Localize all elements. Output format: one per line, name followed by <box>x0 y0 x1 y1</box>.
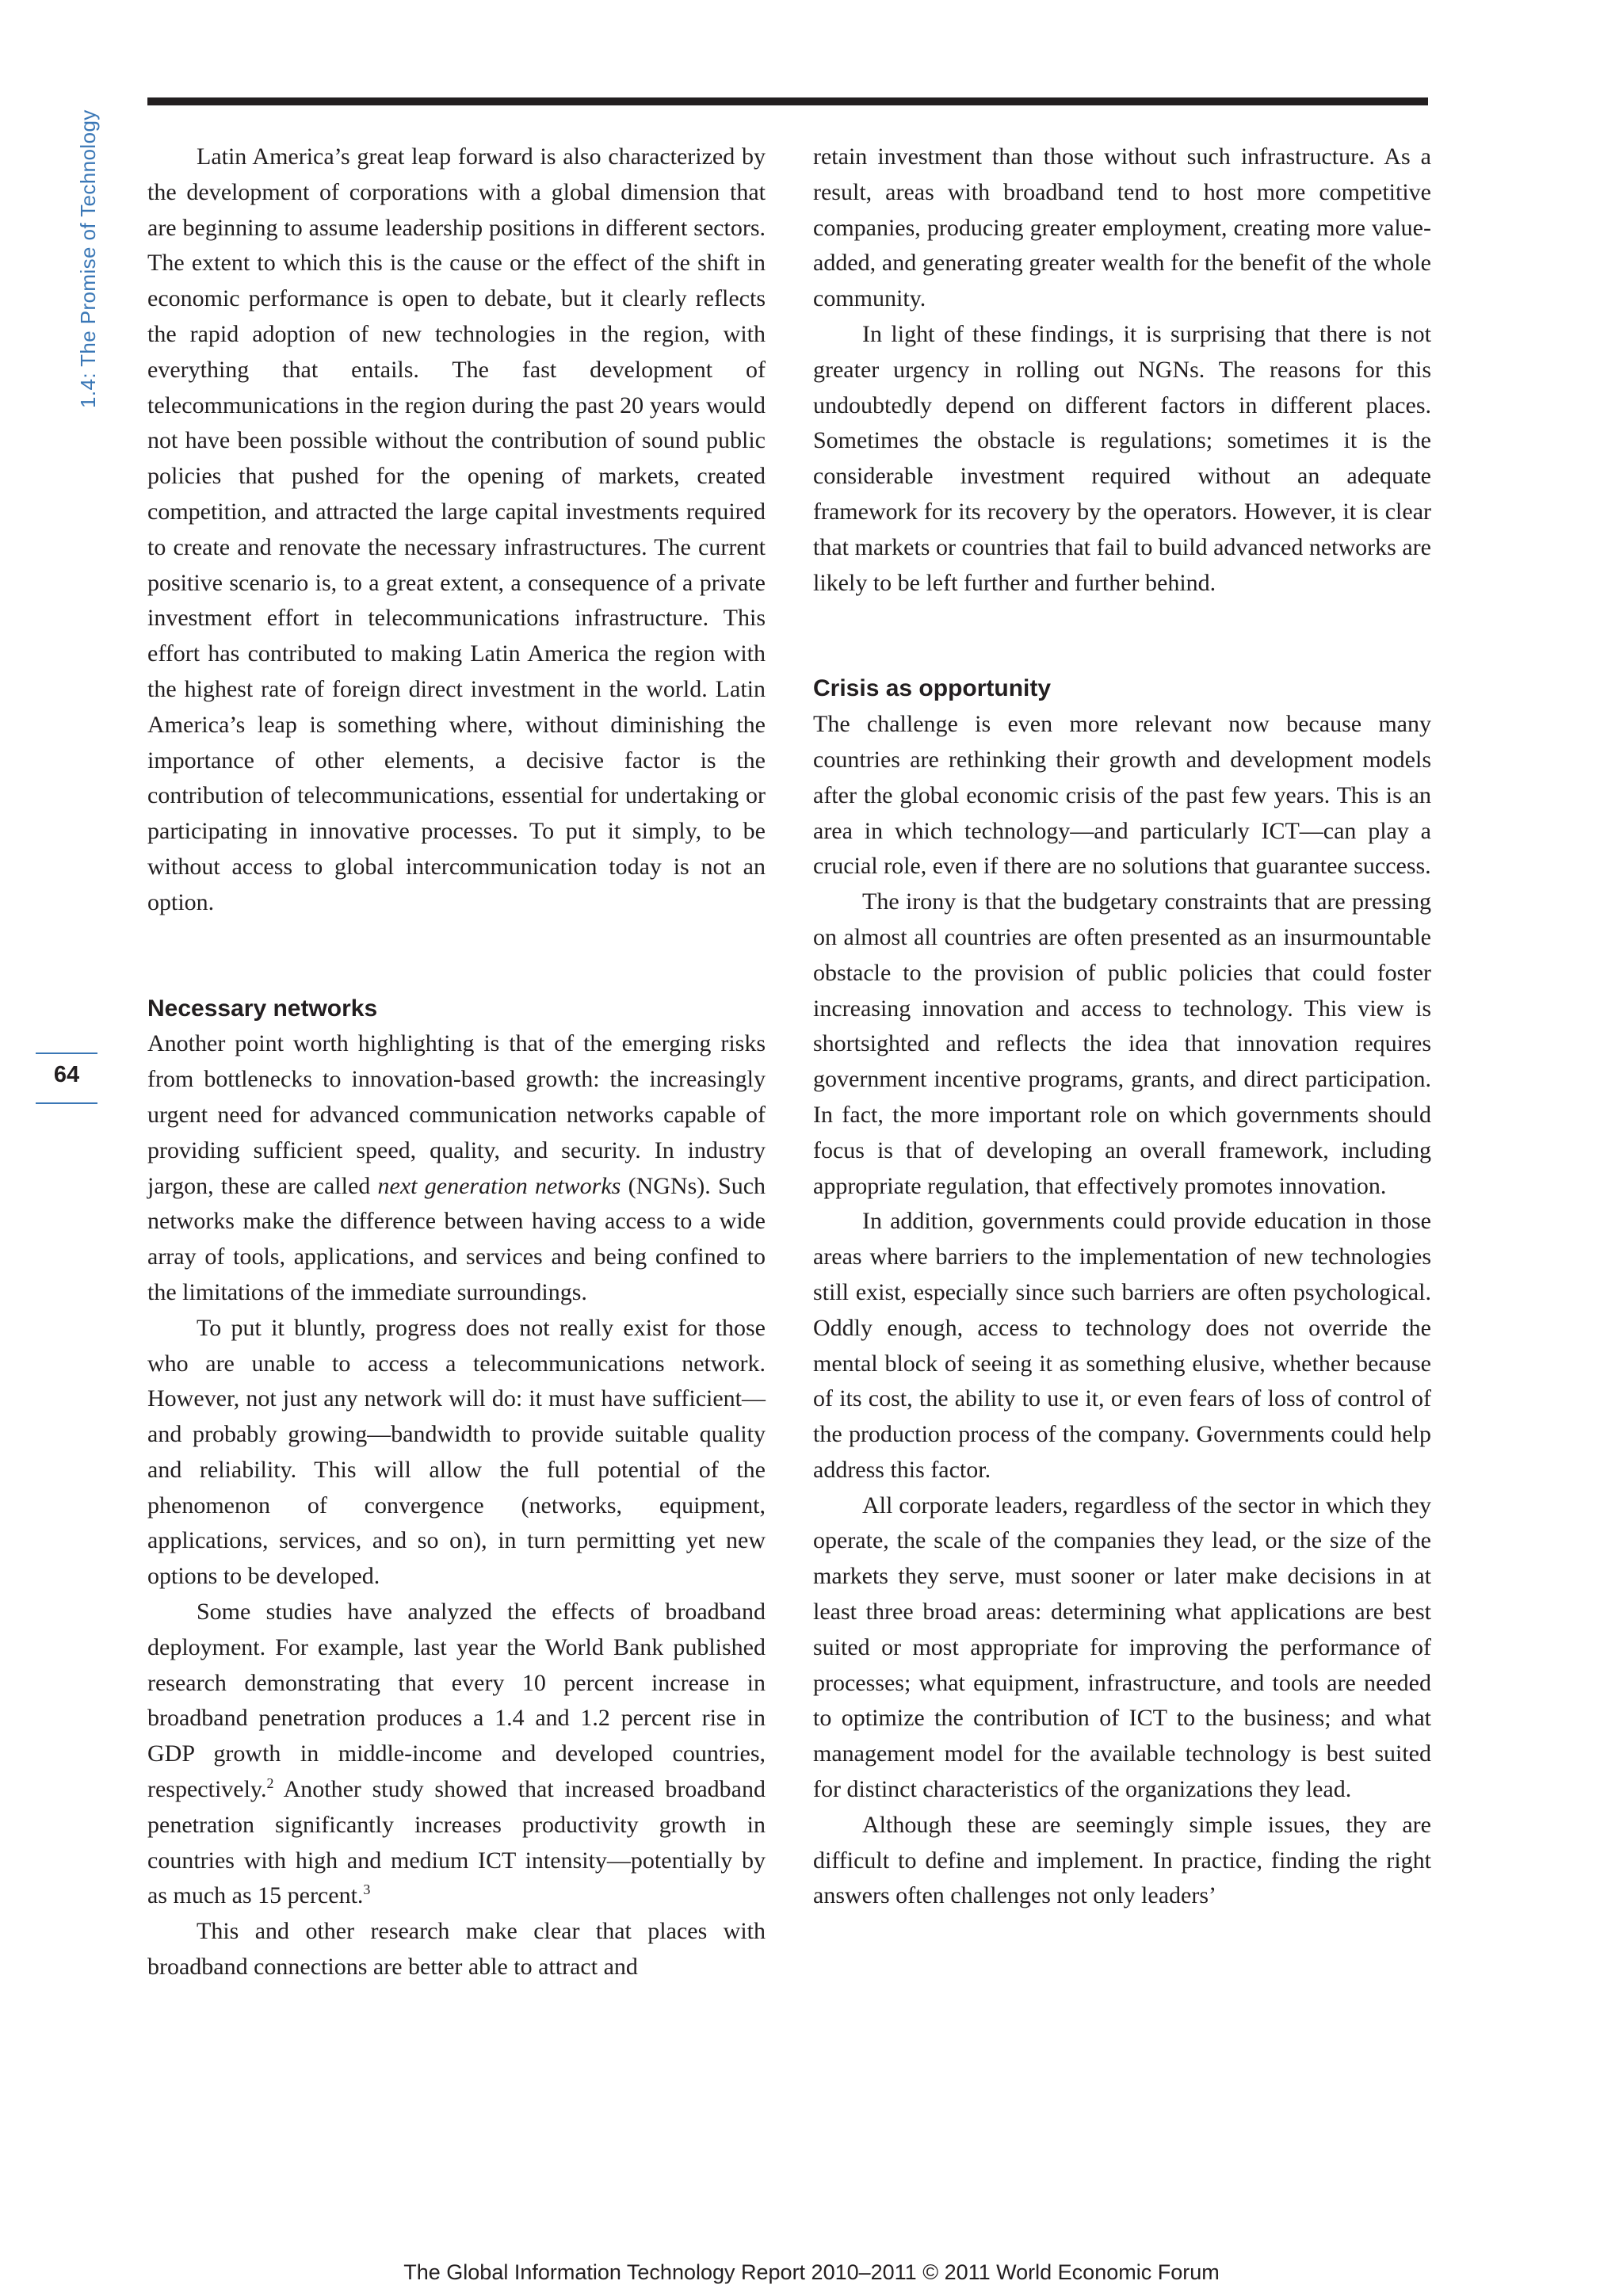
paragraph: This and other research make clear that places with broadband connections are better able to attract and <box>147 1918 766 1981</box>
footnote-marker: 2 <box>266 1775 274 1792</box>
paragraph <box>147 1026 766 1310</box>
paragraph: All corporate leaders, regardless of the sector in which they operate, the scale of the companies they lead, or the size of the markets they serve, must sooner or later make decisions in at least three broad areas: determining what applications are best suited or most appropriate for improving the performance of processes; what equipment, infrastructure, and tools are needed to optimize the contribution of ICT to the business; and what management model for the available technology is best suited for distinct characteristics of the organizations they lead. <box>813 1492 1431 1803</box>
section-label: 1.4: The Promise of Technology <box>76 109 100 408</box>
section-heading-necessary-networks: Necessary networks <box>147 995 378 1022</box>
page-number-rule-top <box>36 1052 97 1054</box>
text-run: Some studies have analyzed the effects of broadband deployment. For example, last year the World Bank published research demonstrating that every 10 percent increase in broadband penetration produces a 1.4 and 1.2 percent rise in GDP growth in middle-income and developed countries, respectively. <box>147 1599 766 1803</box>
paragraph <box>147 1595 766 1914</box>
page-number-rule-bottom <box>36 1102 97 1104</box>
left-column <box>147 139 766 1985</box>
text-run: Another point worth highlighting is that of the emerging risks from bottlenecks to innovation-based growth: the increasingly urgent need for advanced communication networks capable of providing sufficient speed, quality, and security. In industry jargon, these are called <box>147 1030 766 1199</box>
italic-term: next generation networks <box>377 1172 621 1199</box>
paragraph: Latin America’s great leap forward is also characterized by the development of corporations with a global dimension that are beginning to assume leadership positions in different sectors. The extent to which this is the cause or the effect of the shift in economic performance is open to debate, but it clearly reflects the rapid adoption of new technologies in the region, with everything that entails. The fast development of telecommunications in the region during the past 20 years would not have been possible without the contribution of sound public policies that pushed for the opening of markets, created competition, and attracted the large capital investments required to create and renovate the necessary infrastructures. The current positive scenario is, to a great extent, a consequence of a private investment effort in telecommunications infrastructure. This effort has contributed to making Latin America the region with the highest rate of foreign direct investment in the world. Latin America’s leap is something where, without diminishing the importance of other elements, a decisive factor is the contribution of telecommunications, essential for undertaking or participating in innovative processes. To put it simply, to be without access to global intercommunication today is not an option. <box>147 143 766 915</box>
page-footer: The Global Information Technology Report 2010–2011 © 2011 World Economic Forum <box>403 2260 1220 2284</box>
section-heading-crisis-as-opportunity: Crisis as opportunity <box>813 675 1052 702</box>
text-run: (NGNs). Such networks make the difference between having access to a wide array of tools, applications, and services and being confined to the limitations of the immediate surroundings. <box>147 1172 766 1305</box>
paragraph: The irony is that the budgetary constraints that are pressing on almost all countries are often presented as an insurmountable obstacle to the provision of public policies that could foster increasing innovation and access to technology. This view is shortsighted and reflects the idea that innovation requires government incentive programs, grants, and direct participation. In fact, the more important role on which governments should focus is that of developing an overall framework, including appropriate regulation, that effectively promotes innovation. <box>813 888 1431 1199</box>
page-number: 64 <box>53 1062 80 1087</box>
paragraph: The challenge is even more relevant now because many countries are rethinking their growth and development models after the global economic crisis of the past few years. This is an area in which technology—and particularly ICT—can play a crucial role, even if there are no solutions that guarantee success. <box>813 711 1431 880</box>
right-column <box>813 139 1431 1914</box>
paragraph: In addition, governments could provide education in those areas where barriers to the implementation of new technologies still exist, especially since such barriers are often psychological. Oddly enough, access to technology does not override the mental block of seeing it as something elusive, whether because of its cost, the ability to use it, or even fears of loss of control of the production process of the company. Governments could help address this factor. <box>813 1208 1431 1483</box>
paragraph: Although these are seemingly simple issues, they are difficult to define and implement. In practice, finding the right answers often challenges not only leaders’ <box>813 1811 1431 1909</box>
footnote-marker: 3 <box>363 1881 371 1898</box>
text-run: Another study showed that increased broadband penetration significantly increases productivity growth in countries with high and medium ICT intensity—potentially by as much as 15 percent. <box>147 1776 766 1909</box>
paragraph: retain investment than those without such infrastructure. As a result, areas with broadband tend to host more competitive companies, producing greater employment, creating more value-added, and generating greater wealth for the benefit of the whole community. <box>813 143 1431 312</box>
paragraph: To put it bluntly, progress does not really exist for those who are unable to access a telecommunications network. However, not just any network will do: it must have sufficient—and probably growing—bandwidth to provide suitable quality and reliability. This will allow the full potential of the phenomenon of convergence (networks, equipment, applications, services, and so on), in turn permitting yet new options to be developed. <box>147 1314 766 1590</box>
paragraph: In light of these findings, it is surprising that there is not greater urgency in rolling out NGNs. The reasons for this undoubtedly depend on different factors in different places. Sometimes the obstacle is regulations; sometimes it is the considerable investment required without an adequate framework for its recovery by the operators. However, it is clear that markets or countries that fail to build advanced networks are likely to be left further and further behind. <box>813 320 1431 596</box>
top-rule <box>147 97 1428 105</box>
